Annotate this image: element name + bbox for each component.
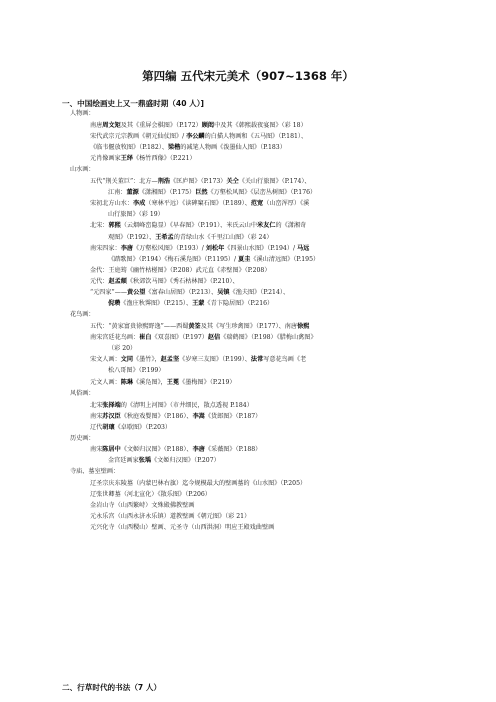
artist-name: 张择端 xyxy=(102,402,121,409)
text-line: 宋代武宗元宗教画《朝元仙仗图》/ 李公麟的白描人物画和《五马图》（P.181）、 xyxy=(90,133,308,140)
artist-name: 文同 xyxy=(120,356,134,363)
artist-name: 李嵩 xyxy=(192,413,205,420)
category-label: 历史画： xyxy=(70,435,95,442)
chapter-title: 第四编 五代宋元美术（907~1368 年） xyxy=(142,69,354,83)
artist-name: 马远 xyxy=(297,245,310,252)
artist-name: 徐熙 xyxy=(297,323,310,330)
artist-name: 顾闳 xyxy=(201,122,215,129)
category-label: 山水画： xyxy=(70,166,95,173)
artist-name: 苏汉臣 xyxy=(102,413,121,420)
text-line: 金岩山寺（山西繁峙）文殊殿佛教壁画 xyxy=(90,502,195,509)
artist-name: 王冕 xyxy=(166,379,180,386)
artist-name: 李唐 xyxy=(120,245,134,252)
text-line: 松八哥图》（P.199） xyxy=(108,367,165,374)
artist-name: 王蒙 xyxy=(192,300,205,307)
text-line: 山行旅图》（彩 19） xyxy=(108,211,164,218)
section-heading-calligraphy: 二、行草时代的书法（7 人） xyxy=(62,683,162,692)
artist-name: 胡瓌 xyxy=(102,424,115,431)
artist-name: 梁楷 xyxy=(167,144,181,151)
artist-name: 荆浩 xyxy=(157,178,170,185)
category-label: 风俗画： xyxy=(70,390,95,397)
artist-name: 黄筌 xyxy=(188,323,201,330)
text-line: 宋初北方山水：李成（寒林平远）《读碑窠石图》（P.189）、范宽（山峦浑厚）《溪 xyxy=(90,200,310,207)
text-line: 辽代胡瓌《卓歇图》（P.203） xyxy=(90,424,172,431)
text-line: 北宋张择端的《清明上河图》（市井细民，散点透视 P.184） xyxy=(90,402,253,409)
artist-name: 张瑀 xyxy=(138,457,152,464)
artist-name: 关仝 xyxy=(226,178,239,185)
text-line: 南宋苏汉臣《秋庭戏婴图》（P.186）、李嵩《货郎图》（P.187） xyxy=(90,413,262,420)
artist-name: 李成 xyxy=(133,200,146,207)
artist-name: 王希孟 xyxy=(155,234,174,241)
artist-name: 法常 xyxy=(250,356,264,363)
text-line: 《踏歌图》（P.194）《梅石溪凫图》（P.1195）/ 夏圭《溪山清远图》（P.195） xyxy=(108,256,320,263)
artist-name: 王绎 xyxy=(120,155,134,162)
artist-name: 夏圭 xyxy=(238,256,251,263)
text-line: 金宫廷画家张瑀《文姬归汉图》（P.207） xyxy=(108,457,220,464)
text-line: 元代：赵孟頫《秋郊饮马图》《秀石枯林图》（P.210）、 xyxy=(90,278,239,285)
text-line: （彩 20） xyxy=(108,345,137,352)
artist-name: 赵佶 xyxy=(207,334,221,341)
text-line: 北宋：郭熙（云烟峰峦隐显）《早春图》（P.191）、米氏云山中米友仁的《潇湘奇 xyxy=(90,222,307,229)
artist-name: 陈居中 xyxy=(102,446,121,453)
text-line: “元四家”——黄公望《富春山居图》（P.213）、吴镇《渔夫图》（P.214）、 xyxy=(90,289,290,296)
text-line: 南宋四家：李唐《万壑松风图》（P.193）/ 刘松年《四景山水图》（P.194）/ 马远 xyxy=(90,245,310,252)
artist-name: 黄公望 xyxy=(126,289,146,296)
text-line: 《临韦偃放牧图》（P.182）、梁楷的减笔人物画《泼墨仙人图》（P.183） xyxy=(90,144,286,151)
text-line: 辽张世卿墓（河北宣化）《散乐图》（P.206） xyxy=(90,491,211,498)
category-label: 寺庙、墓室壁画： xyxy=(70,468,120,475)
text-line: 元永乐宫（山西永济永乐镇）道教壁画《朝元图》（彩 21） xyxy=(90,513,251,520)
artist-name: 倪瓒 xyxy=(108,300,121,307)
text-line: 元肖像画家王绎《杨竹西像》（P.221） xyxy=(90,155,196,162)
artist-name: 范宽 xyxy=(250,200,264,207)
artist-name: 米友仁 xyxy=(257,222,276,229)
artist-name: 刘松年 xyxy=(205,245,225,252)
category-label: 人物画： xyxy=(70,110,95,117)
text-line: 五代“荆关董巨”：北方—荆浩《匡庐图》（P.173）关仝《关山行旅图》（P.174）、 xyxy=(90,178,311,185)
artist-name: 赵孟坚 xyxy=(160,356,180,363)
text-line: 五代：“黄家富贵徐熙野逸”——西蜀黄筌及其《写生珍禽图》（P.177）、南唐徐熙 xyxy=(90,323,310,330)
artist-name: 吴镇 xyxy=(217,289,230,296)
text-line: 江南：董源《潇湘图》（P.175）巨然《万壑松风图》《层峦丛树图》（P.176） xyxy=(108,189,317,196)
artist-name: 郭熙 xyxy=(108,222,121,229)
text-line: 观图》（P.192）、王希孟的青绿山水《千里江山图》（彩 24） xyxy=(108,234,273,241)
text-line: 南唐周文矩及其《重屏会棋图》（P.172）顾闳中及其《韩熙载夜宴图》（彩 18） xyxy=(90,122,307,129)
text-line: 元文人画：陈琳《溪凫图》，王冕《墨梅图》（P.219） xyxy=(90,379,236,386)
artist-name: 周文矩 xyxy=(102,122,121,129)
text-line: 元兴化寺（山西稷山）壁画、元圣寺（山西洪洞）明应王殿戏曲壁画 xyxy=(90,524,275,531)
category-label: 花鸟画： xyxy=(70,311,95,318)
artist-name: 陈琳 xyxy=(120,379,134,386)
artist-name: 李唐 xyxy=(192,446,205,453)
text-line: 南宋陈居中《文姬归汉图》（P.188）、李唐《采薇图》（P.188） xyxy=(90,446,262,453)
artist-name: 董源 xyxy=(126,189,139,196)
artist-name: 李公麟 xyxy=(186,133,205,140)
artist-name: 巨然 xyxy=(195,189,208,196)
artist-name: 崔白 xyxy=(139,334,152,341)
text-line: 金代：王庭筠《幽竹枯槎图》（P.208）武元直《赤壁图》（P.208） xyxy=(90,267,271,274)
section-heading-painting: 一、中国绘画史上又一鼎盛时期（40 人）] xyxy=(62,99,204,108)
text-line: 辽圣宗庆东陵墓（内蒙巴林右旗）迄今规模最大的壁画墓的《山水图》（P.205） xyxy=(90,480,307,487)
text-line: 倪瓒《渔庄秋霁图》（P.215）、王蒙《青卞隐居图》（P.216） xyxy=(108,300,274,307)
text-line: 宋文人画：文同《墨竹》，赵孟坚《岁寒三友图》（P.199）、法常写意花鸟画《老 xyxy=(90,356,307,363)
artist-name: 赵孟頫 xyxy=(108,278,127,285)
text-line: 南宋宫廷花鸟画：崔白《双喜图》（P.197）赵佶《瑞鹤图》（P.198）《腊梅山禽图》 xyxy=(90,334,317,341)
